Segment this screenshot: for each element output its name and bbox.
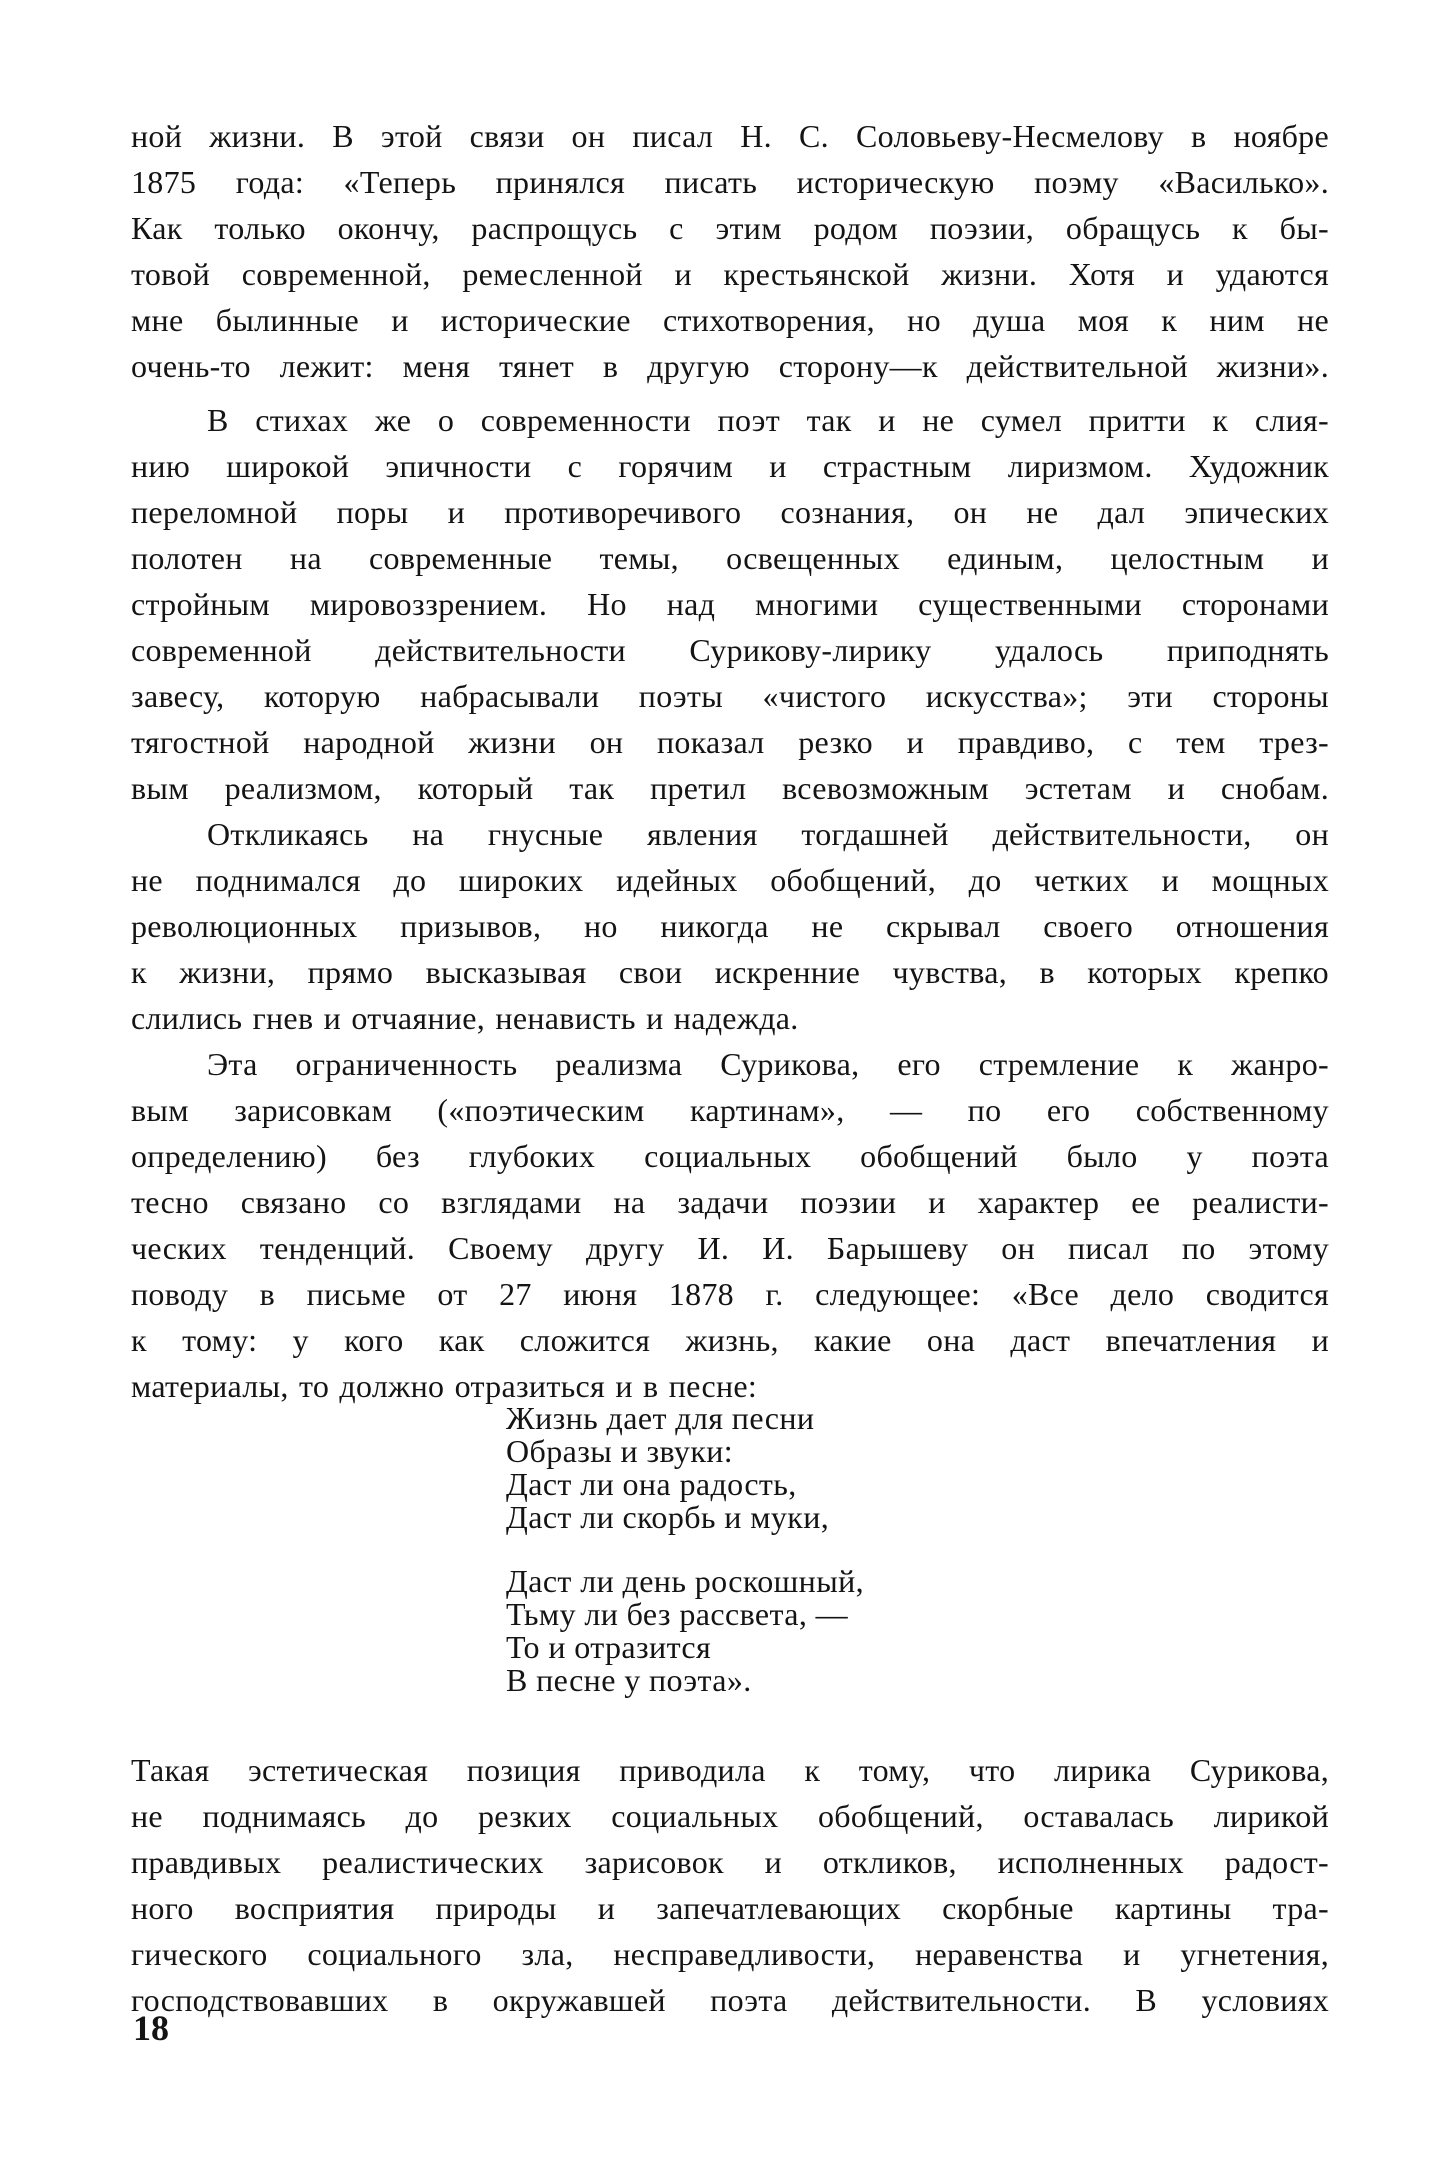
poem-line: Жизнь дает для песни bbox=[506, 1400, 815, 1436]
text-line: определению) без глубоких социальных обобщений было у поэта bbox=[131, 1138, 1329, 1174]
poem-line: Даст ли она радость, bbox=[506, 1466, 797, 1502]
text-line: слились гнев и отчаяние, ненависть и надежда. bbox=[131, 1000, 799, 1036]
text-line: ческих тенденций. Своему другу И. И. Барышеву он писал по этому bbox=[131, 1230, 1329, 1266]
text-line: вым зарисовкам («поэтическим картинам», — по его собственному bbox=[131, 1092, 1329, 1128]
text-line: гического социального зла, несправедливости, неравенства и угнетения, bbox=[131, 1936, 1329, 1972]
poem-line: Тьму ли без рассвета, — bbox=[506, 1596, 849, 1632]
text-line: стройным мировоззрением. Но над многими существенными сторонами bbox=[131, 586, 1329, 622]
text-line: переломной поры и противоречивого сознания, он не дал эпических bbox=[131, 494, 1329, 530]
poem-quotation bbox=[506, 1402, 864, 1728]
text-line: к жизни, прямо высказывая свои искренние чувства, в которых крепко bbox=[131, 954, 1329, 990]
text-line: ного восприятия природы и запечатлевающих скорбные картины тра- bbox=[131, 1890, 1329, 1926]
text-line: нию широкой эпичности с горячим и страстным лиризмом. Художник bbox=[131, 448, 1329, 484]
poem-line: Образы и звуки: bbox=[506, 1433, 734, 1469]
text-line: товой современной, ремесленной и крестьянской жизни. Хотя и удаются bbox=[131, 256, 1329, 292]
text-line: не поднимаясь до резких социальных обобщений, оставалась лирикой bbox=[131, 1798, 1329, 1834]
text-line: Эта ограниченность реализма Сурикова, его стремление к жанро- bbox=[207, 1046, 1329, 1082]
text-line: завесу, которую набрасывали поэты «чистого искусства»; эти стороны bbox=[131, 678, 1329, 714]
poem-line: В песне у поэта». bbox=[506, 1662, 752, 1698]
poem-line: То и отразится bbox=[506, 1629, 712, 1665]
text-line: тесно связано со взглядами на задачи поэзии и характер ее реалисти- bbox=[131, 1184, 1329, 1220]
text-line: тягостной народной жизни он показал резко и правдиво, с тем трез- bbox=[131, 724, 1329, 760]
text-line: вым реализмом, который так претил всевозможным эстетам и снобам. bbox=[131, 770, 1329, 806]
text-line: Откликаясь на гнусные явления тогдашней действительности, он bbox=[207, 816, 1329, 852]
text-line: Такая эстетическая позиция приводила к тому, что лирика Сурикова, bbox=[131, 1752, 1329, 1788]
text-line: к тому: у кого как сложится жизнь, какие она даст впечатления и bbox=[131, 1322, 1329, 1358]
poem-line: Даст ли день роскошный, bbox=[506, 1563, 865, 1599]
text-line: господствовавших в окружавшей поэта действительности. В условиях bbox=[131, 1982, 1329, 2018]
text-line: материалы, то должно отразиться и в песне: bbox=[131, 1368, 758, 1404]
text-line: не поднимался до широких идейных обобщений, до четких и мощных bbox=[131, 862, 1329, 898]
text-line: В стихах же о современности поэт так и не сумел притти к слия- bbox=[207, 402, 1329, 438]
poem-line: Даст ли скорбь и муки, bbox=[506, 1499, 830, 1535]
poem-stanza bbox=[506, 1402, 864, 1534]
text-line: современной действительности Сурикову-лирику удалось приподнять bbox=[131, 632, 1329, 668]
text-line: ной жизни. В этой связи он писал Н. С. Соловьеву-Несмелову в ноябре bbox=[131, 118, 1329, 154]
text-line: 1875 года: «Теперь принялся писать историческую поэму «Василько». bbox=[131, 164, 1329, 200]
page-number: 18 bbox=[133, 2008, 169, 2048]
text-line: полотен на современные темы, освещенных единым, целостным и bbox=[131, 540, 1329, 576]
text-line: правдивых реалистических зарисовок и откликов, исполненных радост- bbox=[131, 1844, 1329, 1880]
text-line: революционных призывов, но никогда не скрывал своего отношения bbox=[131, 908, 1329, 944]
text-line: очень-то лежит: меня тянет в другую сторону—к действительной жизни». bbox=[131, 348, 1329, 384]
text-line: Как только окончу, распрощусь с этим родом поэзии, обращусь к бы- bbox=[131, 210, 1329, 246]
text-line: поводу в письме от 27 июня 1878 г. следующее: «Все дело сводится bbox=[131, 1276, 1329, 1312]
poem-stanza bbox=[506, 1565, 864, 1697]
text-line: мне былинные и исторические стихотворения, но душа моя к ним не bbox=[131, 302, 1329, 338]
